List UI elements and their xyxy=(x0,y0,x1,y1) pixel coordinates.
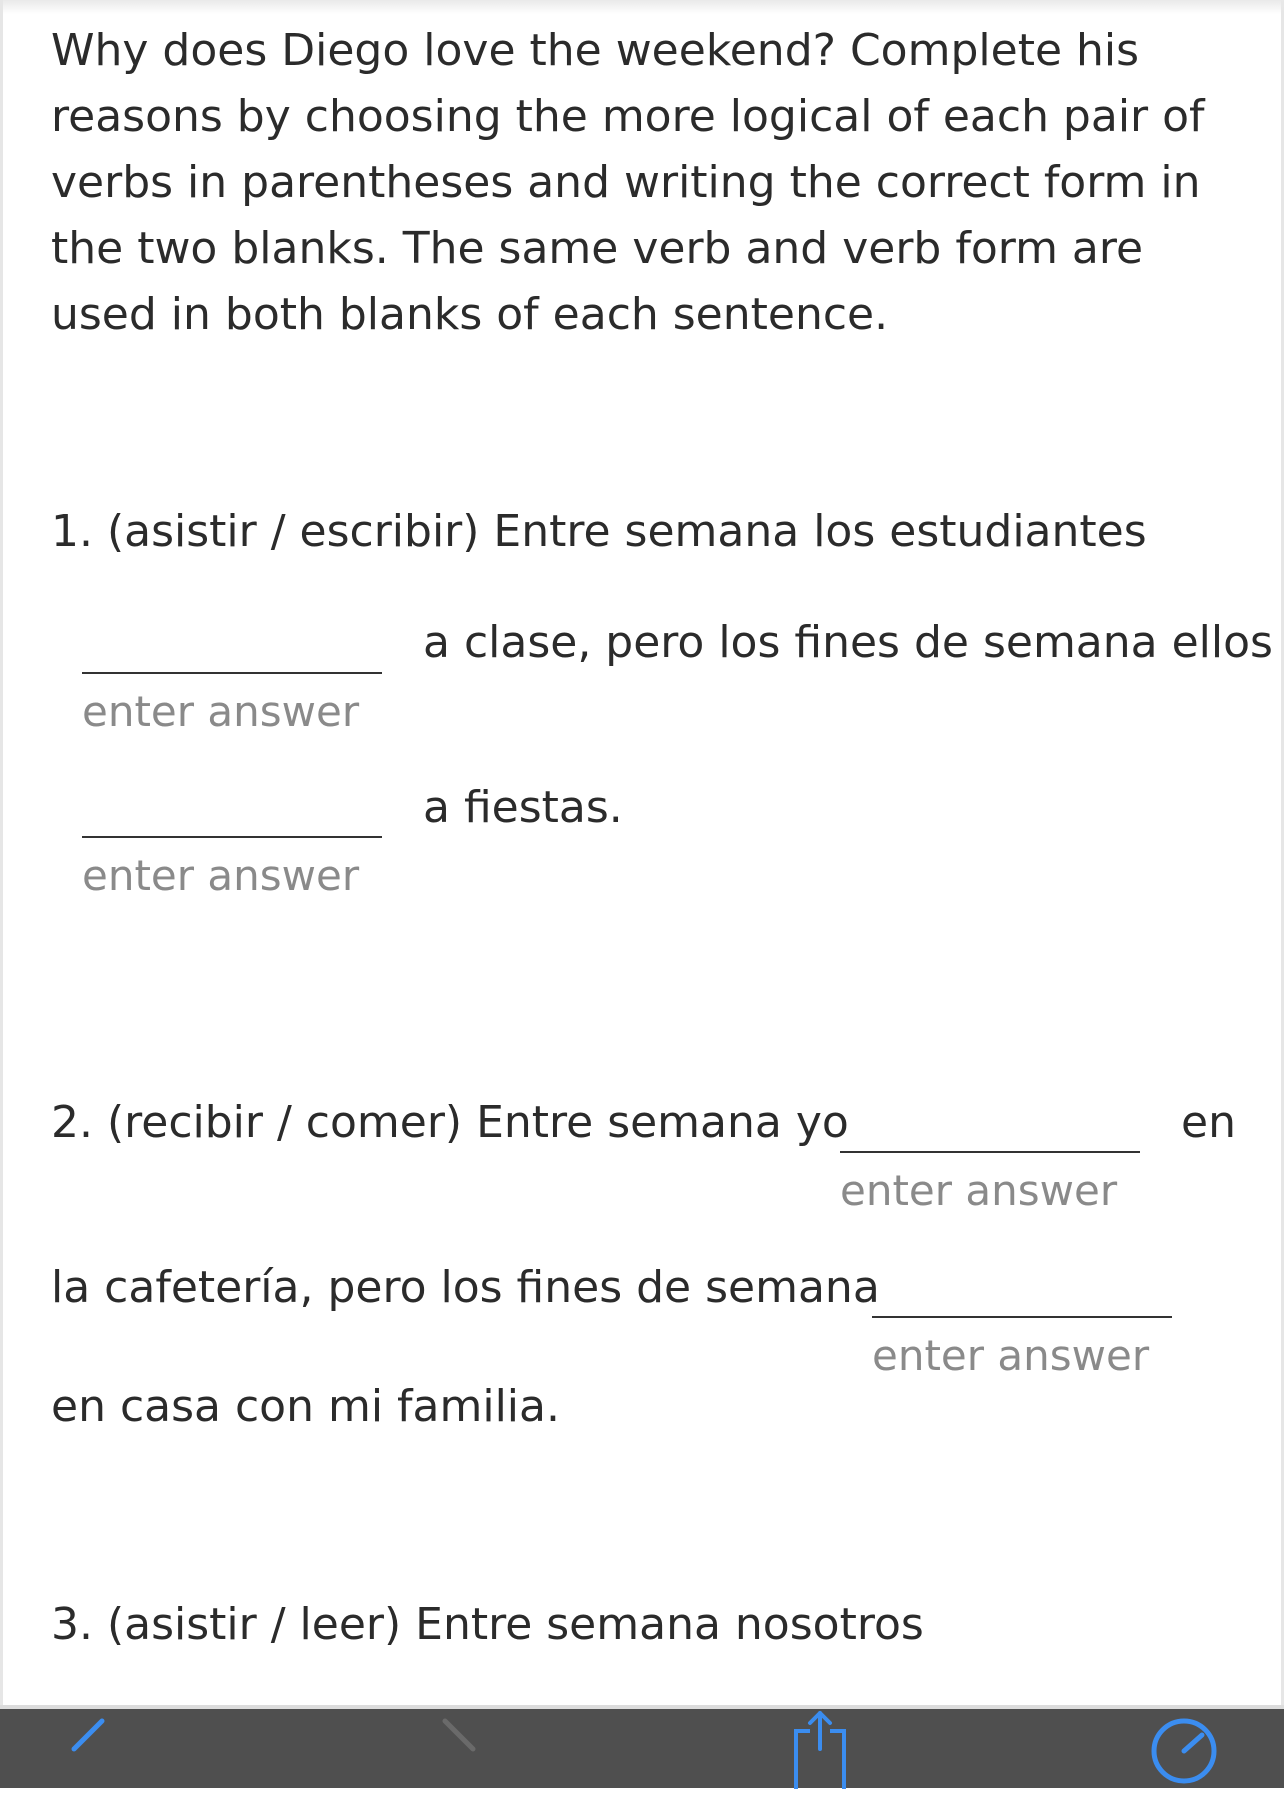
answer-underline xyxy=(872,1316,1172,1318)
answer-input[interactable] xyxy=(82,848,382,902)
question-1-text-after-blank-2: a fiestas. xyxy=(423,782,623,833)
instructions-text: Why does Diego love the weekend? Complete his reasons by choosing the more logical of each pair of verbs in parentheses and writing the correct form in the two blanks. The same verb and verb form are used in both blanks of each sentence. xyxy=(51,25,1205,340)
back-button[interactable] xyxy=(62,1709,112,1793)
answer-underline xyxy=(82,836,382,838)
question-2-middle-text: la cafetería, pero los fines de semana xyxy=(51,1262,880,1313)
answer-underline xyxy=(82,672,382,674)
question-2-text-after-blank-1: en xyxy=(1181,1097,1236,1148)
question-1-text-after-blank-1: a clase, pero los fines de semana ellos xyxy=(423,617,1273,668)
browser-toolbar xyxy=(0,1705,1284,1788)
compass-icon xyxy=(1150,1709,1230,1789)
share-icon xyxy=(790,1709,850,1789)
top-shadow xyxy=(3,0,1284,14)
back-arrow-icon xyxy=(62,1709,112,1789)
forward-button[interactable] xyxy=(435,1709,485,1793)
question-2-blank-2[interactable] xyxy=(872,1316,1172,1382)
answer-input[interactable] xyxy=(82,684,382,738)
answer-underline xyxy=(840,1151,1140,1153)
question-1-blank-2[interactable] xyxy=(82,836,382,902)
question-1-blank-1[interactable] xyxy=(82,672,382,738)
compass-button[interactable] xyxy=(1150,1709,1230,1793)
question-2-lead: 2. (recibir / comer) Entre semana yo xyxy=(51,1097,849,1148)
share-button[interactable] xyxy=(790,1709,850,1793)
forward-arrow-icon xyxy=(435,1709,485,1789)
question-2-text-after-blank-2: en casa con mi familia. xyxy=(51,1381,560,1432)
question-1-lead: 1. (asistir / escribir) Entre semana los estudiantes xyxy=(51,506,1147,557)
answer-input[interactable] xyxy=(840,1163,1140,1217)
answer-input[interactable] xyxy=(872,1328,1172,1382)
question-3-lead: 3. (asistir / leer) Entre semana nosotros xyxy=(51,1599,924,1650)
question-2-blank-1[interactable] xyxy=(840,1151,1140,1217)
